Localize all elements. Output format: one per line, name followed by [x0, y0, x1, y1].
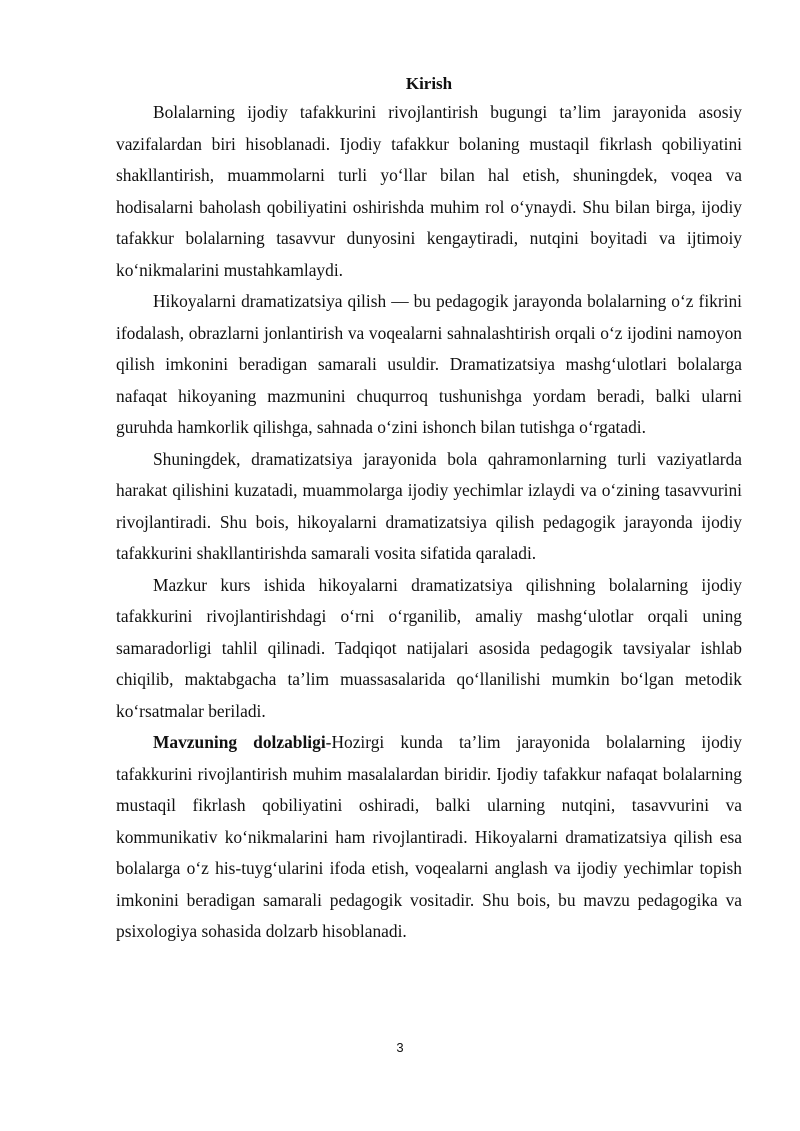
paragraph-text: Bolalarning ijodiy tafakkurini rivojlantirish bugungi ta’lim jarayonida asosiy vazifalardan biri hisoblanadi. Ijodiy tafakkur bolaning mustaqil fikrlash qobiliyatini shakllantirish, muammolarni turli yo‘llar bilan hal etish, shuningdek, voqea va hodisalarni baholash qobiliyatini oshirishda muhim rol o‘ynaydi. Shu bilan birga, ijodiy tafakkur bolalarning tasavvur dunyosini kengaytiradi, nutqini boyitadi va ijtimoiy ko‘nikmalarini mustahkamlaydi.: [116, 102, 742, 280]
paragraph-text: Mazkur kurs ishida hikoyalarni dramatizatsiya qilishning bolalarning ijodiy tafakkurini rivojlantirishdagi o‘rni o‘rganilib, amaliy mashg‘ulotlar orqali uning samaradorligi tahlil qilinadi. Tadqiqot natijalari asosida pedagogik tavsiyalar ishlab chiqilib, maktabgacha ta’lim muassasalarida qo‘llanilishi mumkin bo‘lgan metodik ko‘rsatmalar beriladi.: [116, 574, 742, 721]
document-page: [116, 74, 742, 948]
paragraph-lead: Mavzuning dolzabligi: [153, 732, 326, 752]
paragraph-intro: [116, 97, 742, 286]
page-number: 3: [396, 1040, 404, 1055]
paragraph-relevance: [116, 727, 742, 948]
paragraph-course-work: [116, 570, 742, 728]
paragraph-dramatization: [116, 286, 742, 444]
paragraph-text: -Hozirgi kunda ta’lim jarayonida bolalarning ijodiy tafakkurini rivojlantirish muhim masalalardan biridir. Ijodiy tafakkur nafaqat bolalarning mustaqil fikrlash qobiliyatini oshiradi, balki ularning nutqini, tasavvurini va kommunikativ ko‘nikmalarini ham rivojlantiradi. Hikoyalarni dramatizatsiya qilish esa bolalarga o‘z his-tuyg‘ularini ifoda etish, voqealarni anglash va ijodiy yechimlar topish imkonini beradigan samarali pedagogik vositadir. Shu bois, bu mavzu pedagogika va psixologiya sohasida dolzarb hisoblanadi.: [116, 732, 743, 941]
paragraph-text: Hikoyalarni dramatizatsiya qilish — bu pedagogik jarayonda bolalarning o‘z fikrini ifodalash, obrazlarni jonlantirish va voqealarni sahnalashtirish orqali o‘z ijodini namoyon qilish imkonini beradigan samarali usuldir. Dramatizatsiya mashg‘ulotlari bolalarga nafaqat hikoyaning mazmunini chuqurroq tushunishga yordam beradi, balki ularni guruhda hamkorlik qilishga, sahnada o‘zini ishonch bilan tutishga o‘rgatadi.: [116, 291, 742, 437]
paragraph-process: [116, 444, 742, 570]
paragraph-text: Shuningdek, dramatizatsiya jarayonida bola qahramonlarning turli vaziyatlarda harakat qilishini kuzatadi, muammolarga ijodiy yechimlar izlaydi va o‘zining tasavvurini rivojlantiradi. Shu bois, hikoyalarni dramatizatsiya qilish pedagogik jarayonda ijodiy tafakkurini shakllantirishda samarali vosita sifatida qaraladi.: [116, 448, 742, 563]
section-heading: Kirish: [405, 74, 453, 93]
